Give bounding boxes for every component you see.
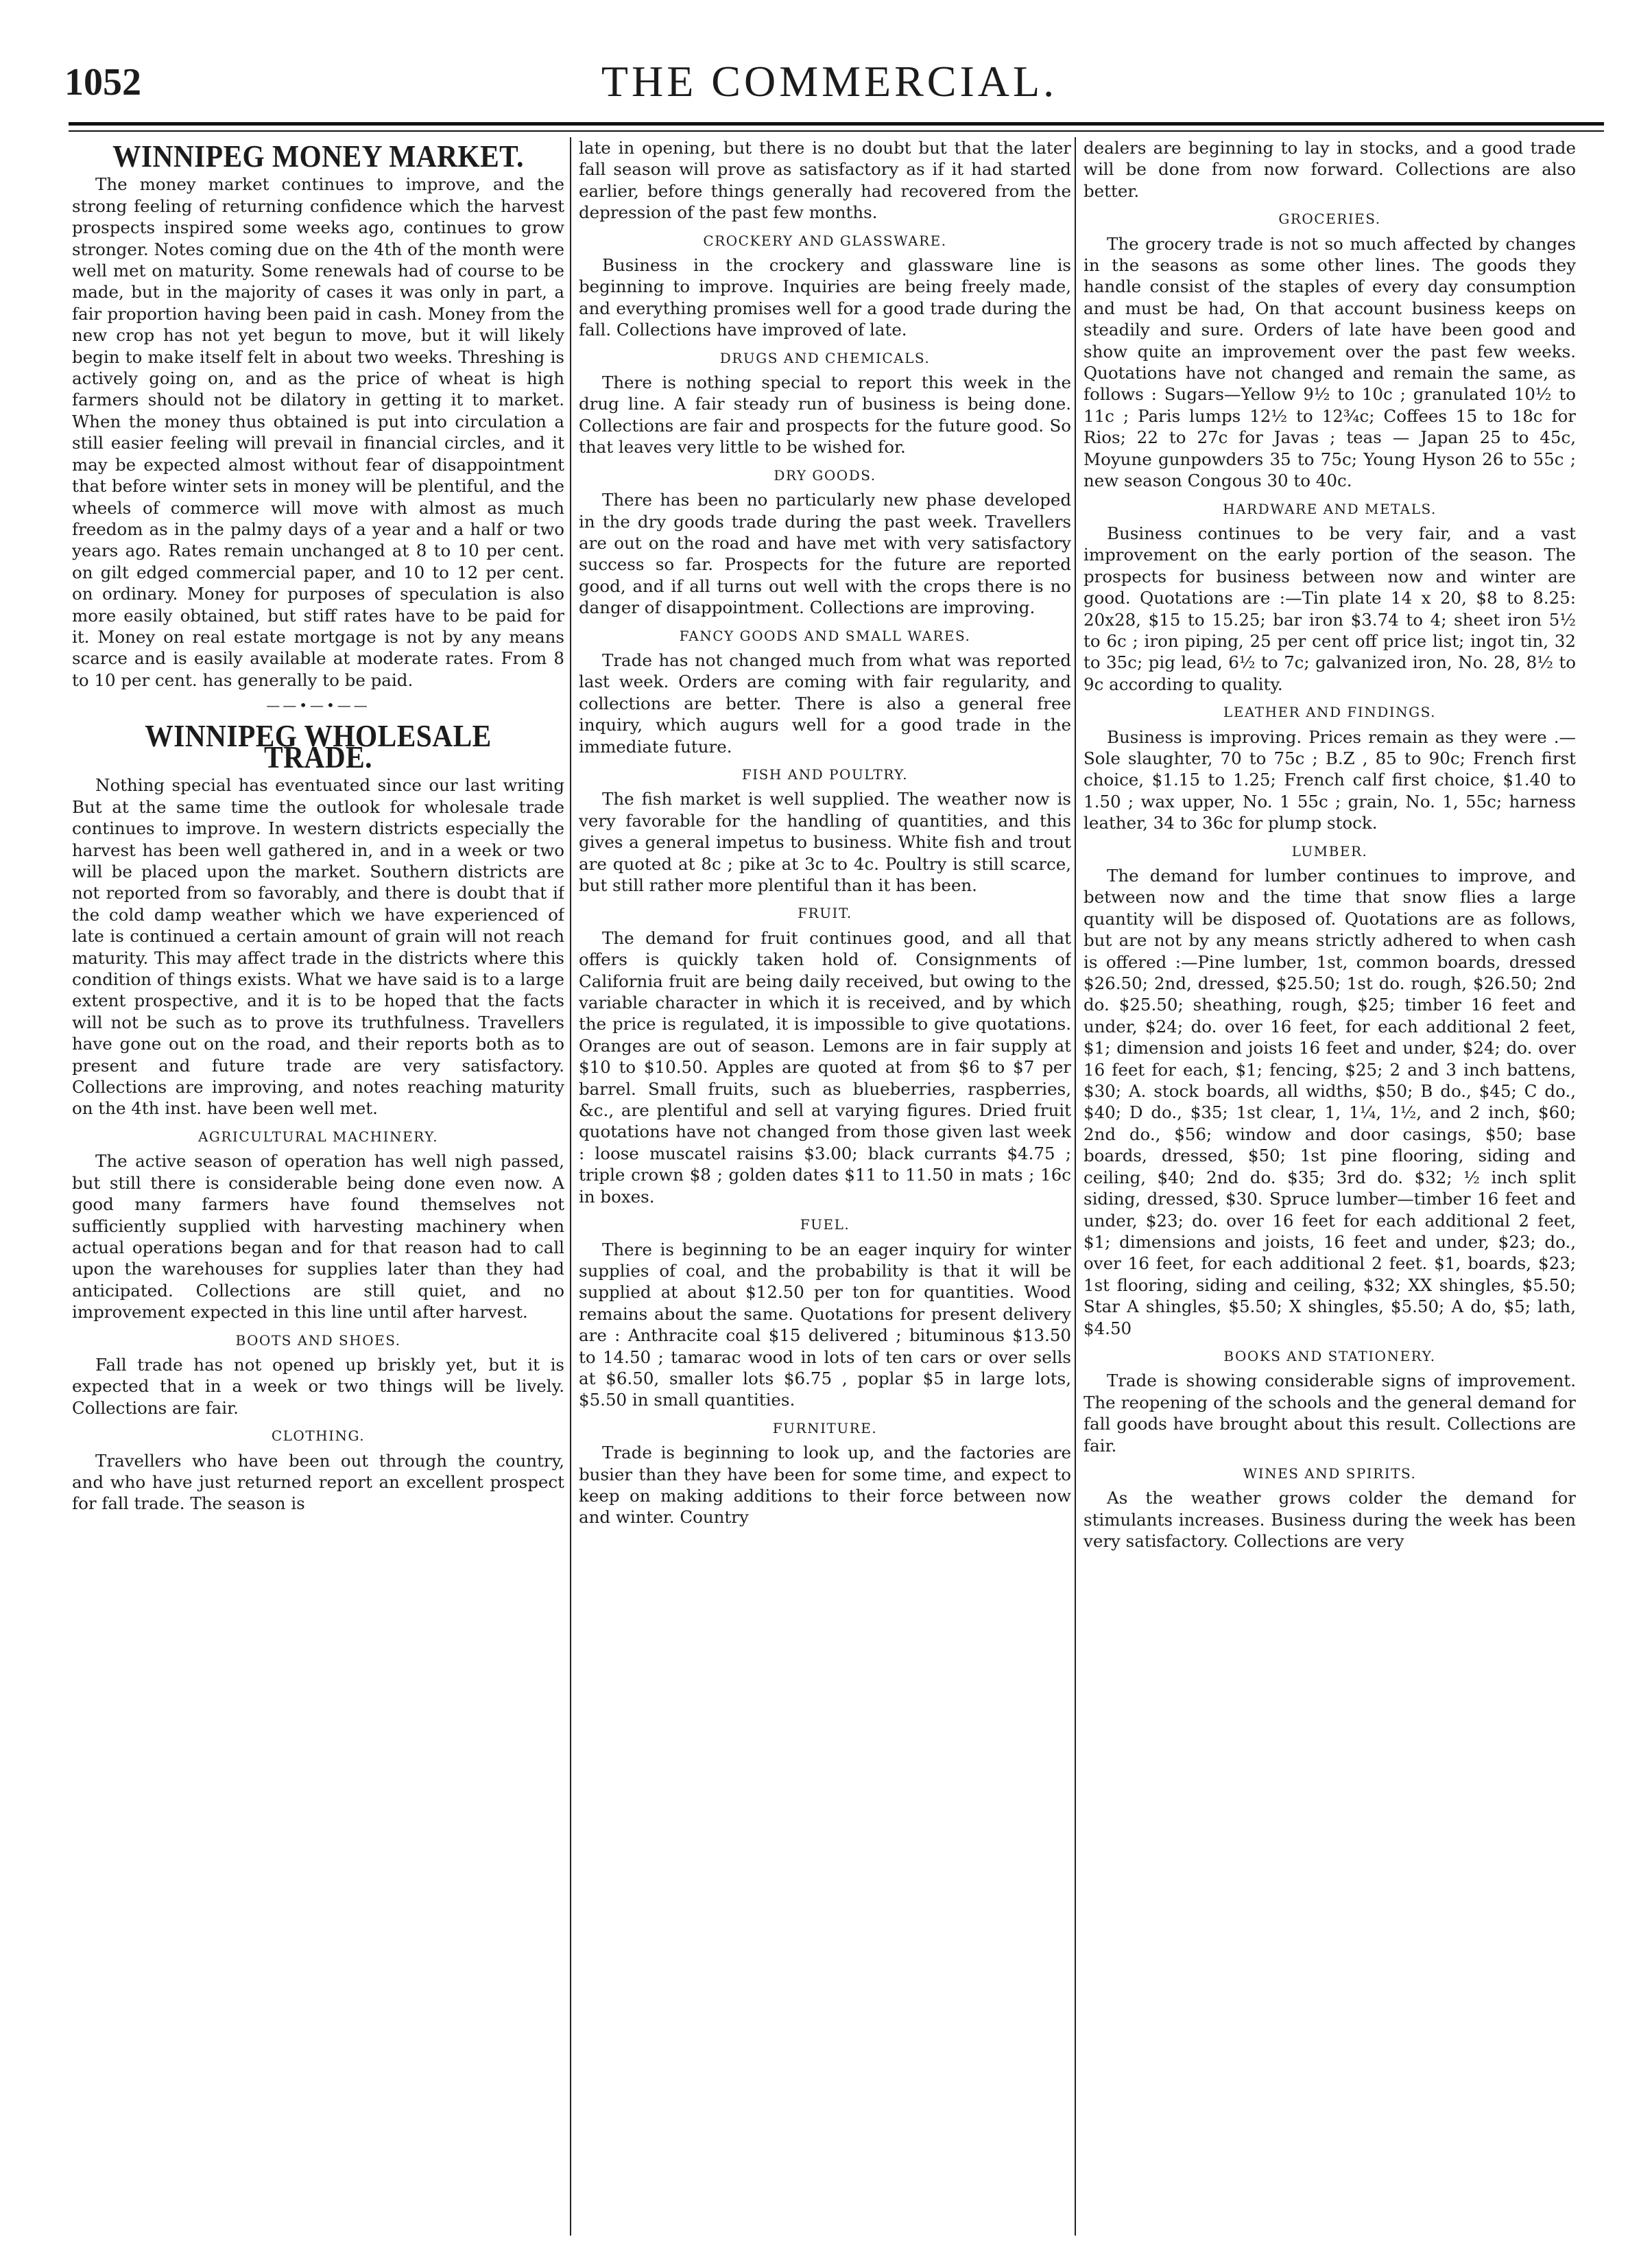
- article-paragraph: Travellers who have been out through the country, and who have just returned report an excellent prospect for fall trade. The season is: [72, 1450, 564, 1514]
- article-paragraph: The money market continues to improve, and the strong feeling of returning confidence which the harvest prospects inspired some weeks ago, continues to grow stronger. Notes coming due on the 4th of the month were well met on maturity. Some renewals had of course to be made, but in the majority of cases it was only in part, a fair proportion having been paid in cash. Money from the new crop has not yet begun to move, but it will likely begin to make itself felt in about two weeks. Threshing is actively going on, and as the price of wheat is high farmers should not be dilatory in getting it to market. When the money thus obtained is put into circulation a still easier feeling will prevail in financial circles, and it may be expected almost without fear of disappointment that before winter sets in money will be plentiful, and the wheels of commerce will move with almost as much freedom as in the palmy days of a year and a half or two years ago. Rates remain unchanged at 8 to 10 per cent. on gilt edged commercial paper, and 10 to 12 per cent. on ordinary. Money for purposes of speculation is also more easily obtained, but stiff rates have to be paid for it. Money on real estate mortgage is not by any means scarce and is easily available at moderate rates. From 8 to 10 per cent. has generally to be paid.: [72, 174, 564, 690]
- article-paragraph: dealers are beginning to lay in stocks, and a good trade will be done from now forward. Collections are also better.: [1084, 138, 1576, 201]
- article-paragraph: Trade is showing considerable signs of improvement. The reopening of the schools and the general demand for fall goods have brought about this result. Collections are fair.: [1084, 1371, 1576, 1456]
- article-paragraph: There is nothing special to report this week in the drug line. A fair steady run of business is being done. Collections are fair and prospects for the future good. So that leaves very little to be wished for.: [579, 372, 1071, 458]
- column-divider: [570, 137, 571, 2236]
- section-ornament: ——•—•——: [266, 697, 370, 714]
- column-divider: [1075, 137, 1076, 2236]
- section-heading: GROCERIES.: [1278, 211, 1381, 228]
- section-heading: CLOTHING.: [271, 1427, 366, 1445]
- section-heading: LUMBER.: [1291, 842, 1368, 860]
- article-paragraph: The demand for lumber continues to improve, and between now and the time that snow flies a large quantity will be disposed of. Quotations are as follows, but are not by any means strictly adhered to when cash is offered :—Pine lumber, 1st, common boards, dressed $26.50; 2nd, dressed, $25.50; 1st do. rough, $26.50; 2nd do. $25.50; sheathing, rough, $25; timber 16 feet and under, $24; do. over 16 feet, for each additional 2 feet, $1; dimension and joists 16 feet and under, $24; do. over 16 feet for each, $1; fencing, $25; 2 and 3 inch battens, $30; A. stock boards, all widths, $50; B do., $45; C do., $40; D do., $35; 1st clear, 1, 1¼, 1½, and 2 inch, $60; 2nd do., $56; window and door casings, $50; base boards, dressed, $50; 1st pine flooring, siding and ceiling, $40; 2nd do. $35; 3rd do. $32; ½ inch split siding, dressed, $30. Spruce lumber—timber 16 feet and under, $23; do. over 16 feet for each additional 2 feet, $1; dimensions and joists, 16 feet and under, $23; do., over 16 feet, for each additional 2 feet. $1, boards, $23; 1st flooring, siding and ceiling, $32; XX shingles, $5.50; Star A shingles, $5.50; X shingles, $5.50; A do, $5; lath, $4.50: [1084, 866, 1576, 1338]
- section-heading: DRY GOODS.: [774, 466, 876, 484]
- section-heading: FRUIT.: [798, 905, 852, 922]
- article-paragraph: Business continues to be very fair, and a vast improvement on the early portion of the season. The prospects for business between now and winter are good. Quotations are :—Tin plate 14 x 20, $8 to 8.25: 20x28, $15 to 15.25; bar iron $3.74 to 4; sheet iron 5½ to 6c ; iron piping, 25 per cent off price list; ingot tin, 32 to 35c; pig lead, 6½ to 7c; galvanized iron, No. 28, 8½ to 9c according to quality.: [1084, 523, 1576, 694]
- section-heading: BOOKS AND STATIONERY.: [1223, 1347, 1436, 1364]
- column-3: [1084, 137, 1576, 2236]
- article-paragraph: Trade is beginning to look up, and the factories are busier than they have been for some time, and expect to keep on making additions to their force between now and winter. Country: [579, 1443, 1071, 1528]
- article-paragraph: Trade has not changed much from what was reported last week. Orders are coming with fair regularity, and collections are better. There is also a general free inquiry, which augurs well for a good trade in the immediate future.: [579, 650, 1071, 757]
- header-rule-thick: [69, 122, 1604, 126]
- section-heading: HARDWARE AND METALS.: [1223, 500, 1437, 517]
- section-heading: FUEL.: [800, 1216, 850, 1233]
- section-heading: WINES AND SPIRITS.: [1243, 1465, 1417, 1482]
- paper-title: THE COMMERCIAL.: [601, 57, 1058, 106]
- article-paragraph: late in opening, but there is no doubt but that the later fall season will prove as satisfactory as if it had started earlier, before things generally had recovered from the depression of the past few months.: [579, 138, 1071, 223]
- section-heading: FISH AND POULTRY.: [741, 766, 909, 783]
- article-paragraph: Nothing special has eventuated since our last writing But at the same time the outlook for wholesale trade continues to improve. In western districts especially the harvest has been well gathered in, and in a week or two will be placed upon the market. Southern districts are not reported from so favorably, and there is doubt that if the cold damp weather which we have experienced of late is continued a certain amount of grain will not reach maturity. This may affect trade in the districts where this condition of things exists. What we have said is to a large extent prospective, and it is to be hoped that the facts will not be such as to prove its truthfulness. Travellers have gone out on the road, and their reports both as to present and future trade are very satisfactory. Collections are improving, and notes reaching maturity on the 4th inst. have been well met.: [72, 775, 564, 1119]
- article-paragraph: There has been no particularly new phase developed in the dry goods trade during the past week. Travellers are out on the road and have met with very satisfactory success so far. Prospects for the future are reported good, and if all turns out well with the crops there is no danger of disappointment. Collections are improving.: [579, 490, 1071, 618]
- article-paragraph: The demand for fruit continues good, and all that offers is quickly taken hold of. Consignments of California fruit are being daily received, but owing to the variable character in which it is received, and by which the price is regulated, it is impossible to give quotations. Oranges are out of season. Lemons are in fair supply at $10 to $10.50. Apples are quoted at from $6 to $7 per barrel. Small fruits, such as blueberries, raspberries, &c., are plentiful and sell at varying figures. Dried fruit quotations have not changed from those given last week : loose muscatel raisins $3.00; black currants $4.75 ; triple crown $8 ; golden dates $11 to 11.50 in mats ; 16c in boxes.: [579, 927, 1071, 1207]
- column-2: [579, 137, 1071, 2236]
- column-1: [72, 137, 564, 2236]
- section-heading: LEATHER AND FINDINGS.: [1223, 704, 1436, 721]
- article-paragraph: The fish market is well supplied. The weather now is very favorable for the handling of quantities, and this gives a general impetus to business. White fish and trout are quoted at 8c ; pike at 3c to 4c. Poultry is still scarce, but still rather more plentiful than it has been.: [579, 789, 1071, 895]
- section-heading: DRUGS AND CHEMICALS.: [719, 349, 931, 366]
- article-paragraph: Fall trade has not opened up briskly yet, but it is expected that in a week or two things will be lively. Collections are fair.: [72, 1354, 564, 1418]
- article-paragraph: There is beginning to be an eager inquiry for winter supplies of coal, and the probability is that it will be supplied at about $12.50 per ton for quantities. Wood remains about the same. Quotations for present delivery are : Anthracite coal $15 delivered ; bituminous $13.50 to 14.50 ; tamarac wood in lots of ten cars or over sells at $6.50, smaller lots $6.75 , poplar $5 in large lots, $5.50 in small quantities.: [579, 1239, 1071, 1410]
- section-heading: FANCY GOODS AND SMALL WARES.: [679, 627, 971, 644]
- article-paragraph: As the weather grows colder the demand for stimulants increases. Business during the week has been very satisfactory. Collections are very: [1084, 1488, 1576, 1552]
- article-paragraph: Business is improving. Prices remain as they were .—Sole slaughter, 70 to 75c ; B.Z , 85 to 90c; French first choice, $1.15 to 1.25; French calf first choice, $1.40 to 1.50 ; wax upper, No. 1 55c ; grain, No. 1, 55c; harness leather, 34 to 36c for plump stock.: [1084, 726, 1576, 833]
- section-heading: FURNITURE.: [772, 1419, 878, 1436]
- article-paragraph: Business in the crockery and glassware line is beginning to improve. Inquiries are being freely made, and everything promises well for a good trade during the fall. Collections have improved of late.: [579, 255, 1071, 340]
- header-rule-thin: [69, 130, 1604, 132]
- section-heading: BOOTS AND SHOES.: [235, 1331, 401, 1349]
- article-headline: WINNIPEG MONEY MARKET.: [112, 139, 524, 174]
- article-paragraph: The active season of operation has well nigh passed, but still there is considerable being done even now. A good many farmers have found themselves not sufficiently supplied with harvesting machinery when actual operations began and for that reason had to call upon the warehouses for supplies later than they had anticipated. Collections are still quiet, and no improvement expected in this line until after harvest.: [72, 1151, 564, 1323]
- article-headline: WINNIPEG WHOLESALE TRADE.: [145, 718, 492, 774]
- page-number: 1052: [64, 61, 141, 104]
- section-heading: AGRICULTURAL MACHINERY.: [197, 1128, 439, 1145]
- masthead: [55, 48, 1604, 123]
- section-heading: CROCKERY AND GLASSWARE.: [703, 232, 947, 249]
- article-paragraph: The grocery trade is not so much affected by changes in the seasons as some other lines. The goods they handle consist of the staples of every day consumption and must be had, On that account business keeps on steadily and sure. Orders of late have been good and show quite an improvement over the past few weeks. Quotations have not changed and remain the same, as follows : Sugars—Yellow 9½ to 10c ; granulated 10½ to 11c ; Paris lumps 12½ to 12¾c; Coffees 15 to 18c for Rios; 22 to 27c for Javas ; teas — Japan 25 to 45c, Moyune gunpowders 35 to 75c; Young Hyson 26 to 55c ; new season Congous 30 to 40c.: [1084, 233, 1576, 491]
